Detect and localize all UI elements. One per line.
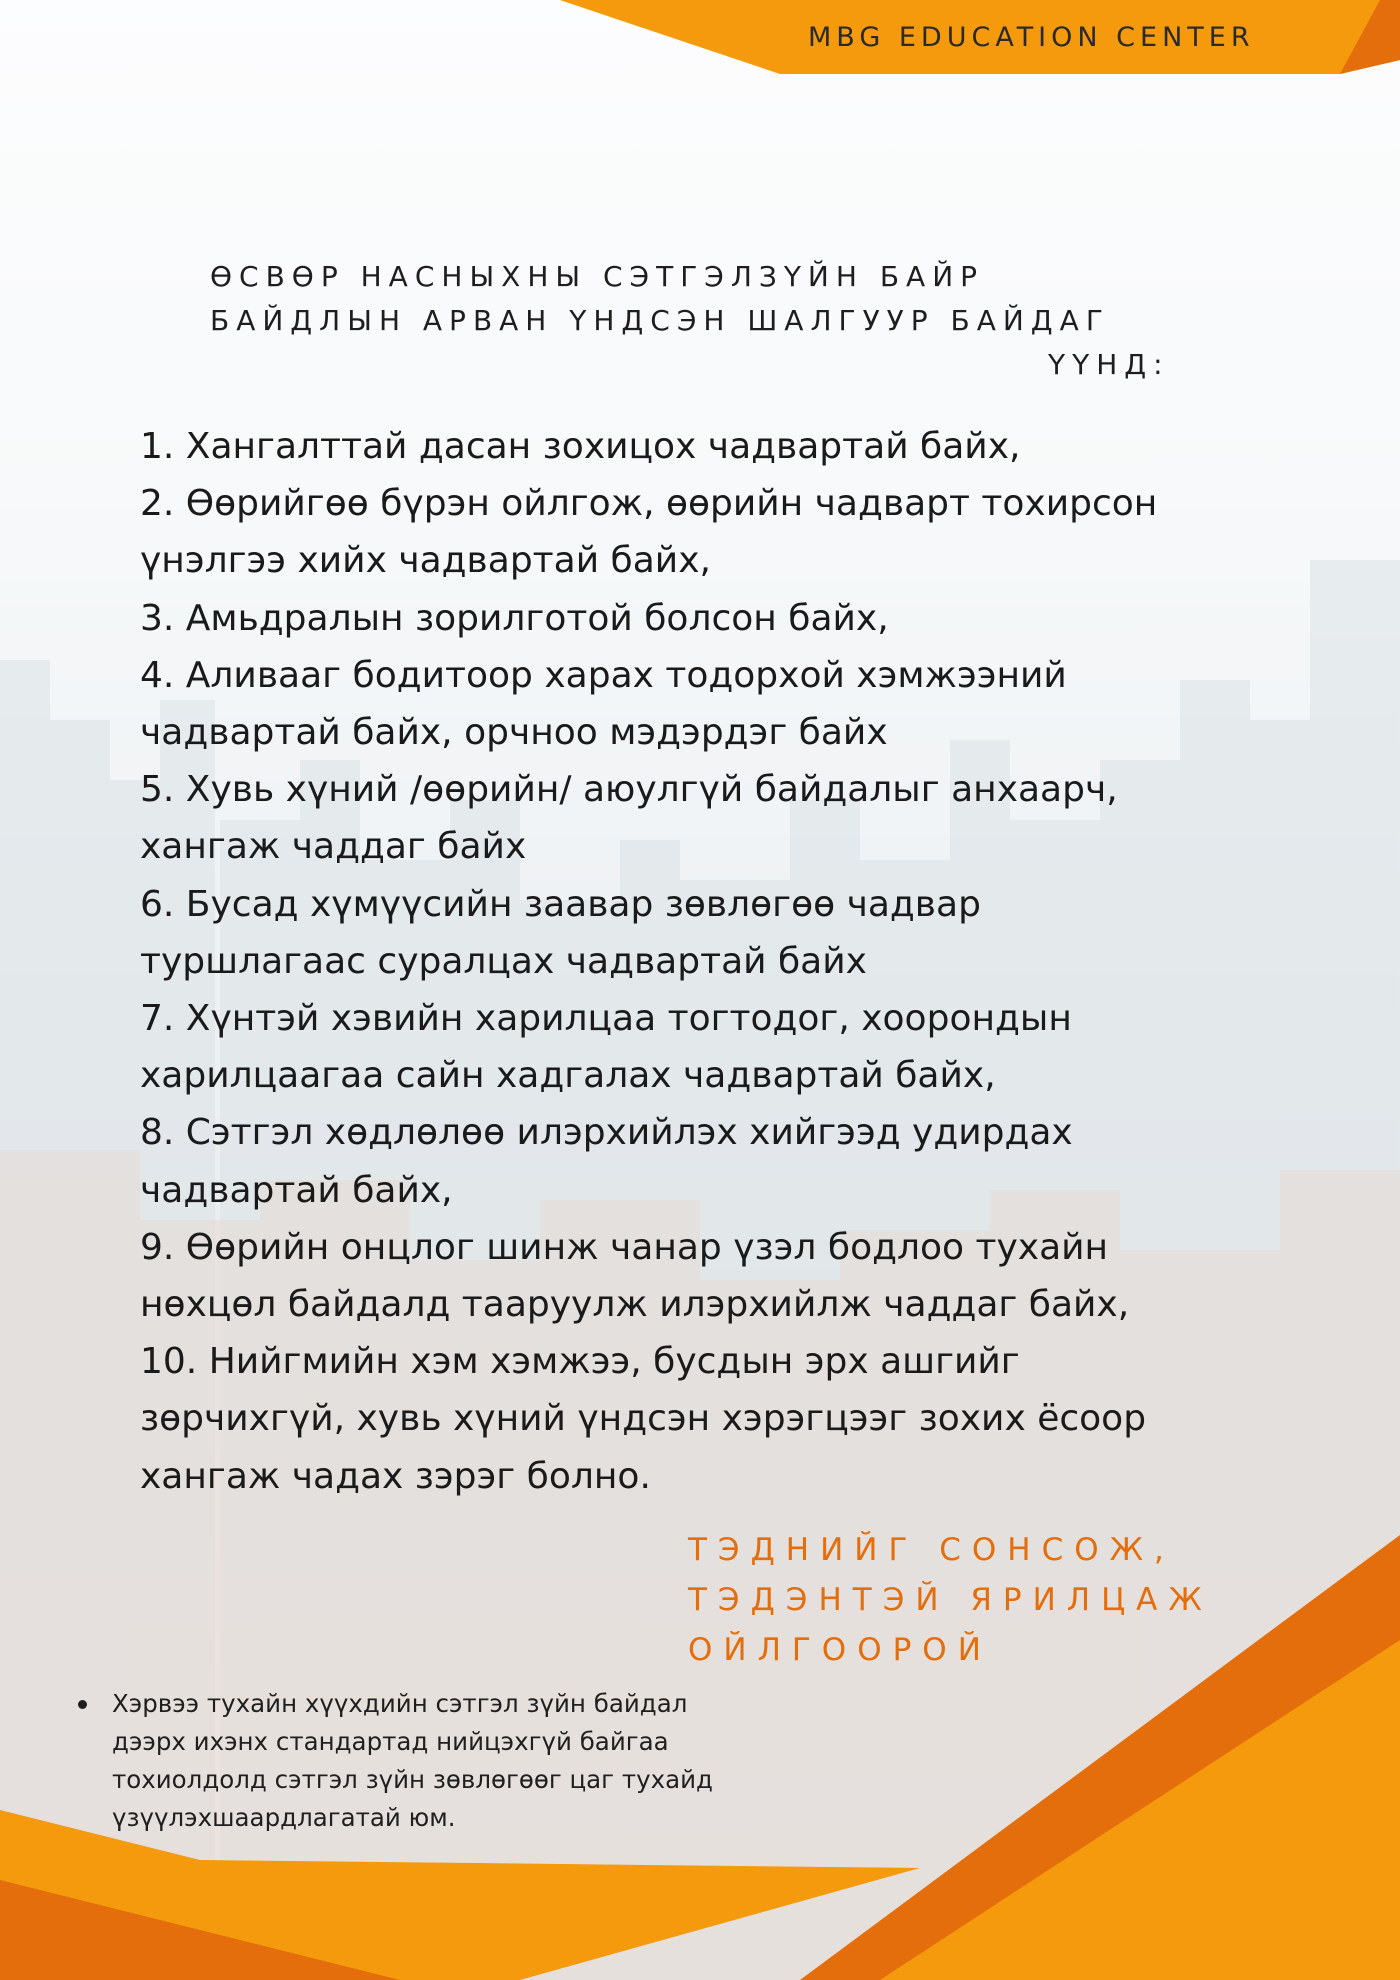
criteria-line: 5. Хувь хүний /өөрийн/ аюулгүй байдалыг анхаарч, <box>140 769 1118 811</box>
criteria-line: 1. Хангалттай дасан зохицох чадвартай байх, <box>140 426 1021 467</box>
criteria-line: 6. Бусад хүмүүсийн заавар зөвлөгөө чадвар <box>140 883 981 925</box>
criteria-line: 4. Аливааг бодитоор харах тодорхой хэмжээний <box>140 654 1067 696</box>
bottom-right-accent-light <box>880 1640 1400 1980</box>
criteria-line: туршлагаас суралцах чадвартай байх <box>140 940 867 982</box>
note-item <box>78 1685 838 1837</box>
criteria-line: чадвартай байх, орчноо мэдэрдэг байх <box>140 712 888 754</box>
heading-line-1: ӨСВӨР НАСНЫХНЫ СЭТГЭЛЗҮЙН БАЙР <box>210 260 985 293</box>
heading-line-3: ҮҮНД: <box>1048 348 1170 381</box>
motto-line-2: ТЭДЭНТЭЙ ЯРИЛЦАЖ <box>688 1582 1213 1618</box>
page-heading <box>210 255 1170 387</box>
brand-name: MBG EDUCATION CENTER <box>808 22 1255 53</box>
criteria-line: 7. Хүнтэй хэвийн харилцаа тогтодог, хоорондын <box>140 998 1072 1040</box>
motto-line-3: ОЙЛГООРОЙ <box>688 1632 992 1668</box>
criteria-line: зөрчихгүй, хувь хүний үндсэн хэрэгцээг зохих ёсоор <box>140 1398 1147 1440</box>
criteria-line: харилцаагаа сайн хадгалах чадвартай байх, <box>140 1055 996 1097</box>
bullet-dot-icon <box>78 1700 87 1709</box>
criteria-line: үнэлгээ хийх чадвартай байх, <box>140 540 711 582</box>
criteria-line: хангаж чадах зэрэг болно. <box>140 1455 651 1497</box>
criteria-line: 3. Амьдралын зорилготой болсон байх, <box>140 597 889 639</box>
note-list <box>78 1685 838 1837</box>
criteria-line: хангаж чаддаг байх <box>140 826 527 868</box>
criteria-line: нөхцөл байдалд тааруулж илэрхийлж чаддаг байх, <box>140 1284 1130 1326</box>
note-line-4: үзүүлэхшаардлагатай юм. <box>112 1803 456 1832</box>
criteria-line: 9. Өөрийн онцлог шинж чанар үзэл бодлоо тухайн <box>140 1226 1109 1268</box>
criteria-line: 8. Сэтгэл хөдлөлөө илэрхийлэх хийгээд удирдах <box>140 1112 1073 1154</box>
note-line-2: дээрх ихэнх стандартад нийцэхгүй байгаа <box>112 1727 669 1756</box>
criteria-line: чадвартай байх, <box>140 1169 453 1211</box>
criteria-line: 10. Нийгмийн хэм хэмжээ, бусдын эрх ашгийг <box>140 1341 1020 1383</box>
note-line-1: Хэрвээ тухайн хүүхдийн сэтгэл зүйн байдал <box>112 1689 688 1718</box>
motto-line-1: ТЭДНИЙГ СОНСОЖ, <box>688 1532 1175 1568</box>
motto <box>688 1525 1213 1675</box>
note-line-3: тохиолдолд сэтгэл зүйн зөвлөгөөг цаг тухайд <box>112 1765 713 1794</box>
criteria-list <box>140 418 1340 1505</box>
criteria-line: 2. Өөрийгөө бүрэн ойлгож, өөрийн чадварт тохирсон <box>140 483 1158 525</box>
heading-line-2: БАЙДЛЫН АРВАН ҮНДСЭН ШАЛГУУР БАЙДАГ <box>210 304 1110 337</box>
